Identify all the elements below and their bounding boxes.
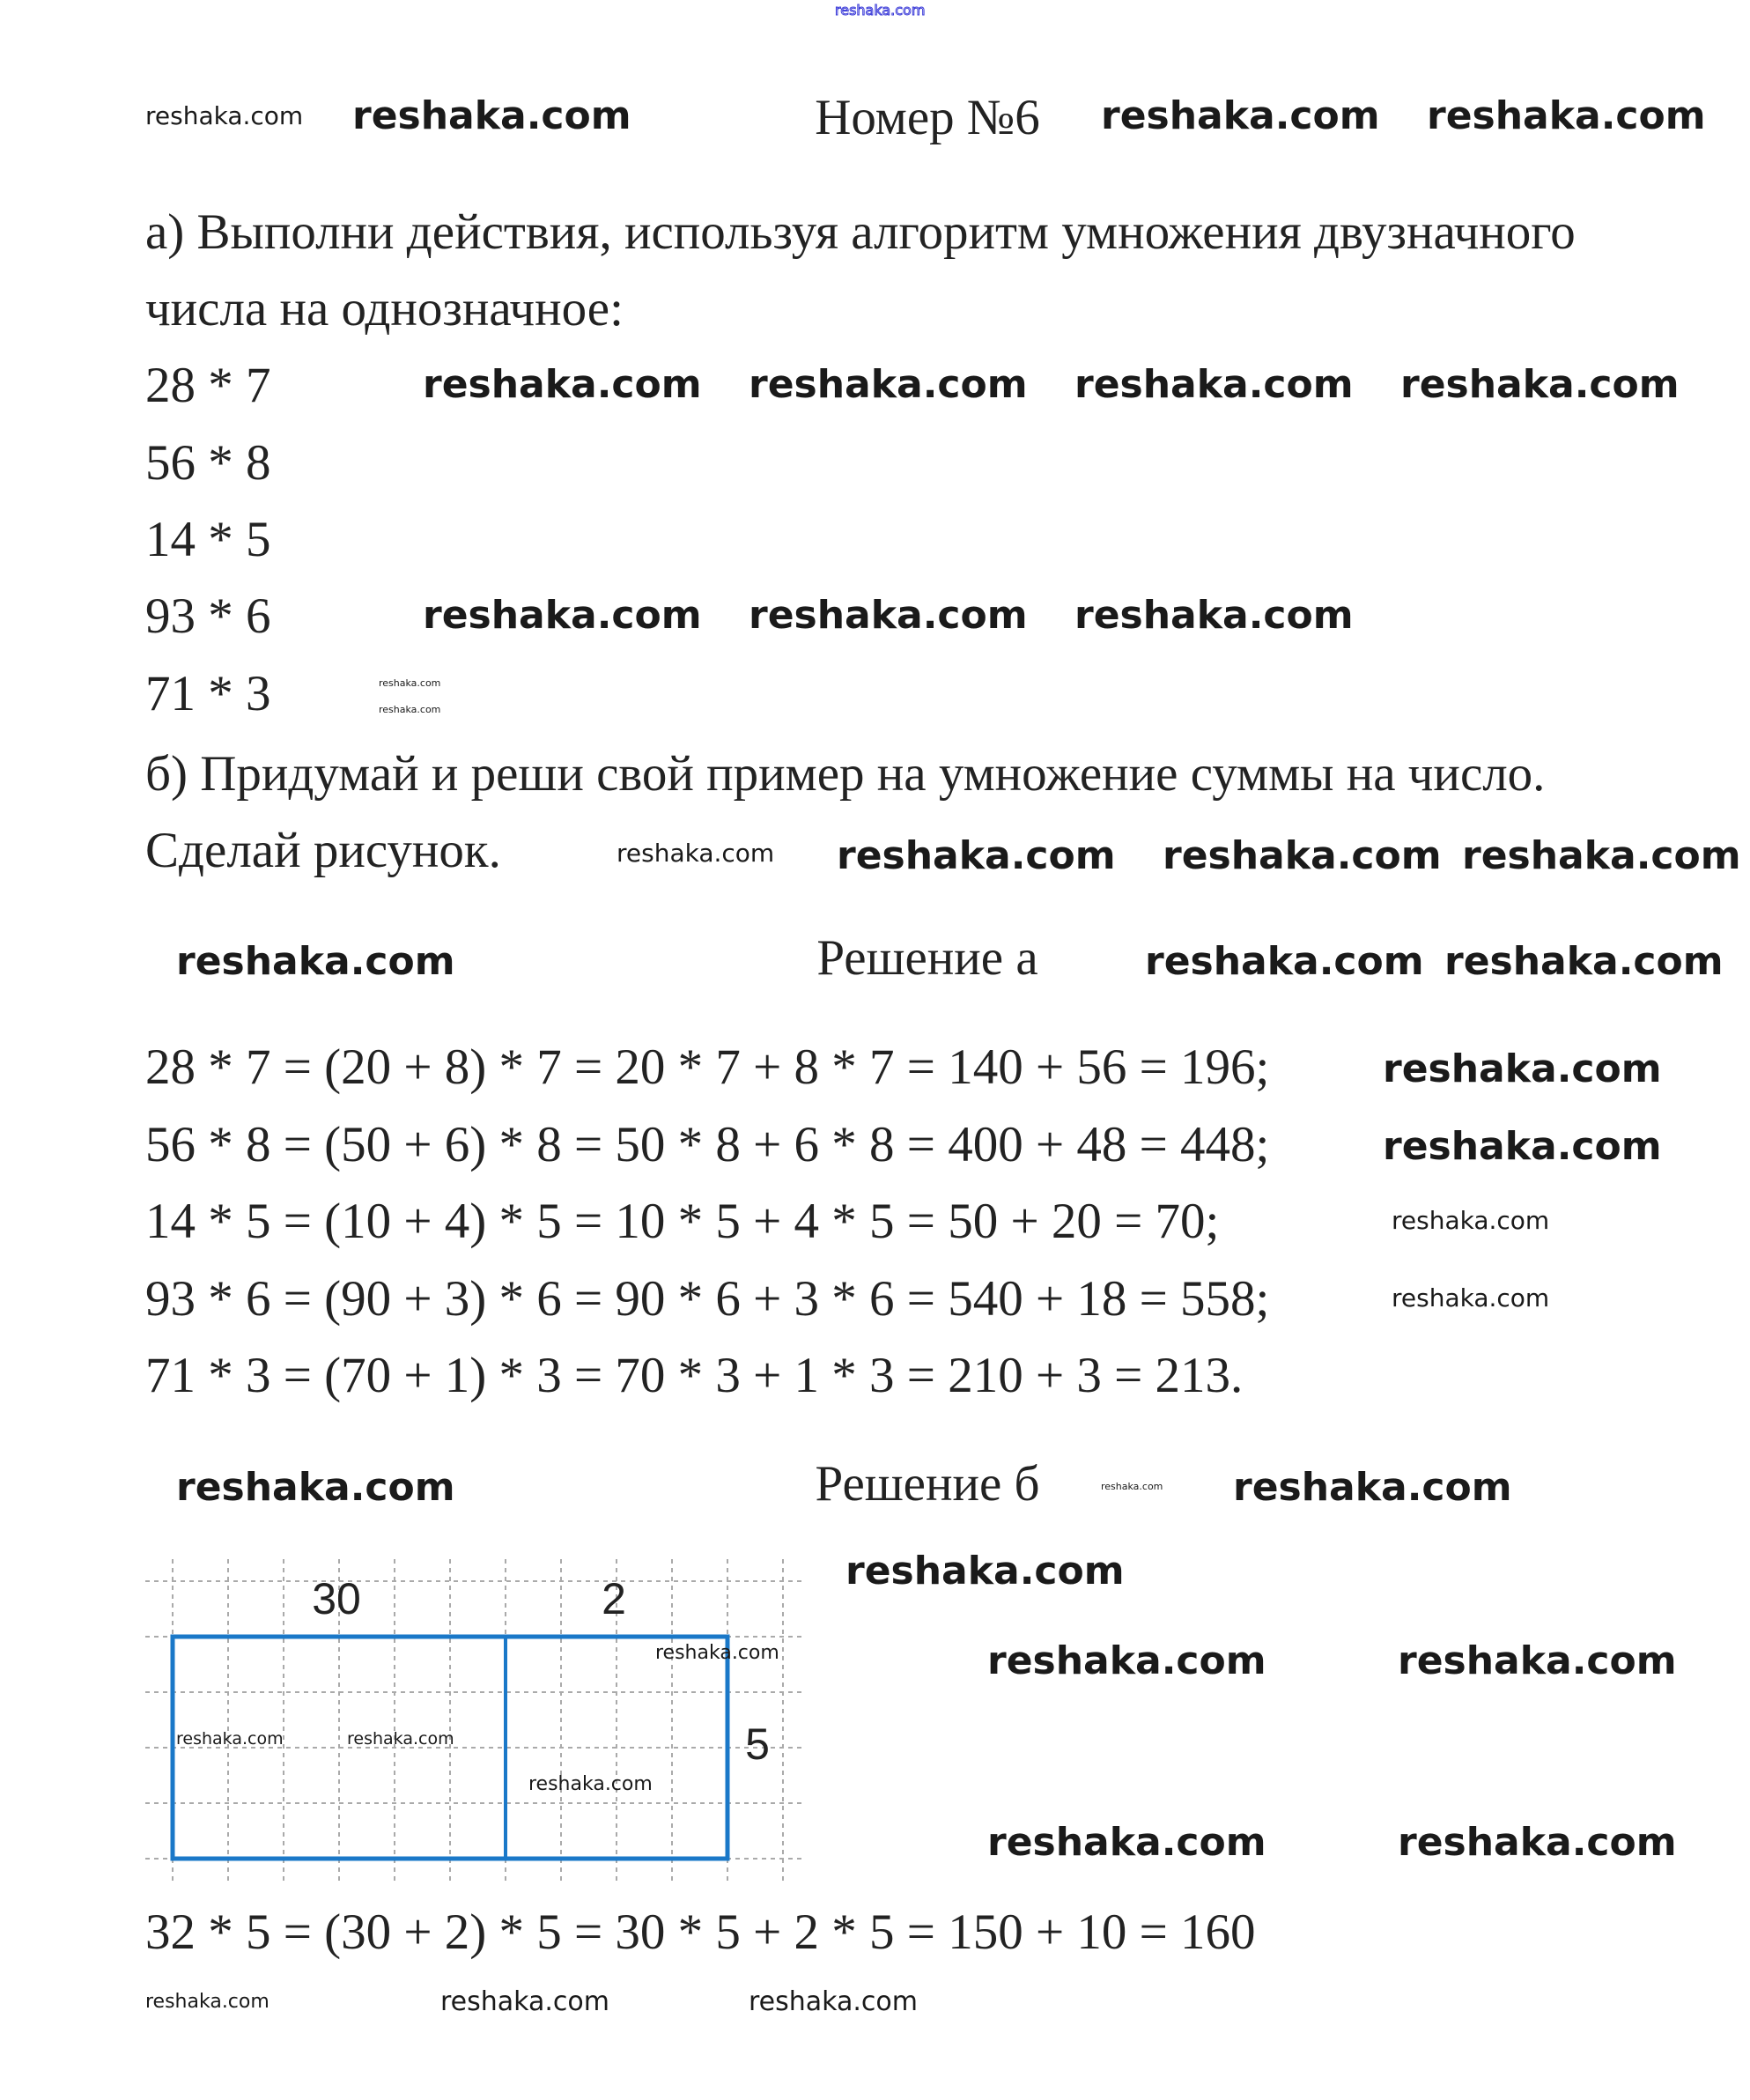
watermark: reshaka.com [749,593,1028,638]
watermark: reshaka.com [1145,939,1424,984]
watermark: reshaka.com [1427,93,1706,138]
watermark: reshaka.com [1101,1481,1163,1492]
solution-line: 28 * 7 = (20 + 8) * 7 = 20 * 7 + 8 * 7 = 140 + 56 = 196; [145,1039,1270,1095]
example: 28 * 7 [145,358,271,413]
label-5: 5 [745,1719,770,1769]
watermark: reshaka.com [749,362,1028,407]
watermark: reshaka.com [176,1729,284,1749]
label-2: 2 [602,1574,626,1623]
example: 71 * 3 [145,666,271,721]
watermark: reshaka.com [1398,1638,1677,1683]
watermark: reshaka.com [440,1986,609,2017]
watermark: reshaka.com [987,1820,1266,1865]
watermark: reshaka.com [1101,93,1380,138]
solution-line: 14 * 5 = (10 + 4) * 5 = 10 * 5 + 4 * 5 = 50 + 20 = 70; [145,1194,1220,1249]
watermark: reshaka.com [1163,833,1442,878]
watermark: reshaka.com [1074,362,1354,407]
task-b-line1: б) Придумай и реши свой пример на умножение суммы на число. [145,746,1546,802]
task-a-line2: числа на однозначное: [145,281,624,336]
watermark: reshaka.com [1444,939,1724,984]
top-watermark: reshaka.com [835,2,926,18]
watermark: reshaka.com [1392,1283,1550,1312]
solution-line: 93 * 6 = (90 + 3) * 6 = 90 * 6 + 3 * 6 = 540 + 18 = 558; [145,1271,1270,1327]
watermark: reshaka.com [528,1773,653,1795]
label-30: 30 [312,1574,361,1623]
task-b-line2: Сделай рисунок. [145,823,501,878]
watermark: reshaka.com [1398,1820,1677,1865]
example: 56 * 8 [145,435,271,491]
watermark: reshaka.com [1400,362,1680,407]
watermark: reshaka.com [1383,1046,1662,1091]
watermark: reshaka.com [749,1986,918,2017]
watermark: reshaka.com [845,1549,1125,1593]
area-diagram [132,1559,810,1885]
watermark: reshaka.com [1462,833,1741,878]
watermark: reshaka.com [145,1991,270,2013]
watermark: reshaka.com [176,939,455,984]
watermark: reshaka.com [379,677,441,689]
watermark: reshaka.com [379,704,441,715]
example: 93 * 6 [145,588,271,644]
watermark: reshaka.com [655,1642,779,1664]
solution-line: 71 * 3 = (70 + 1) * 3 = 70 * 3 + 1 * 3 = 210 + 3 = 213. [145,1348,1244,1403]
watermark: reshaka.com [1074,593,1354,638]
page-title: Номер №6 [815,90,1040,145]
final-equation: 32 * 5 = (30 + 2) * 5 = 30 * 5 + 2 * 5 = 150 + 10 = 160 [145,1904,1256,1960]
watermark: reshaka.com [145,101,304,130]
watermark: reshaka.com [347,1729,454,1749]
watermark: reshaka.com [1383,1124,1662,1169]
watermark: reshaka.com [617,839,775,868]
watermark: reshaka.com [1233,1465,1512,1510]
watermark: reshaka.com [837,833,1116,878]
example: 14 * 5 [145,512,271,567]
solution-b-heading: Решение б [815,1456,1040,1512]
solution-line: 56 * 8 = (50 + 6) * 8 = 50 * 8 + 6 * 8 = 400 + 48 = 448; [145,1117,1270,1172]
watermark: reshaka.com [423,362,702,407]
watermark: reshaka.com [352,93,631,138]
solution-a-heading: Решение а [816,930,1038,986]
grid-lines [145,1559,801,1885]
task-a-line1: а) Выполни действия, используя алгоритм умножения двузначного [145,204,1576,260]
watermark: reshaka.com [1392,1206,1550,1235]
watermark: reshaka.com [987,1638,1266,1683]
watermark: reshaka.com [423,593,702,638]
watermark: reshaka.com [176,1465,455,1510]
